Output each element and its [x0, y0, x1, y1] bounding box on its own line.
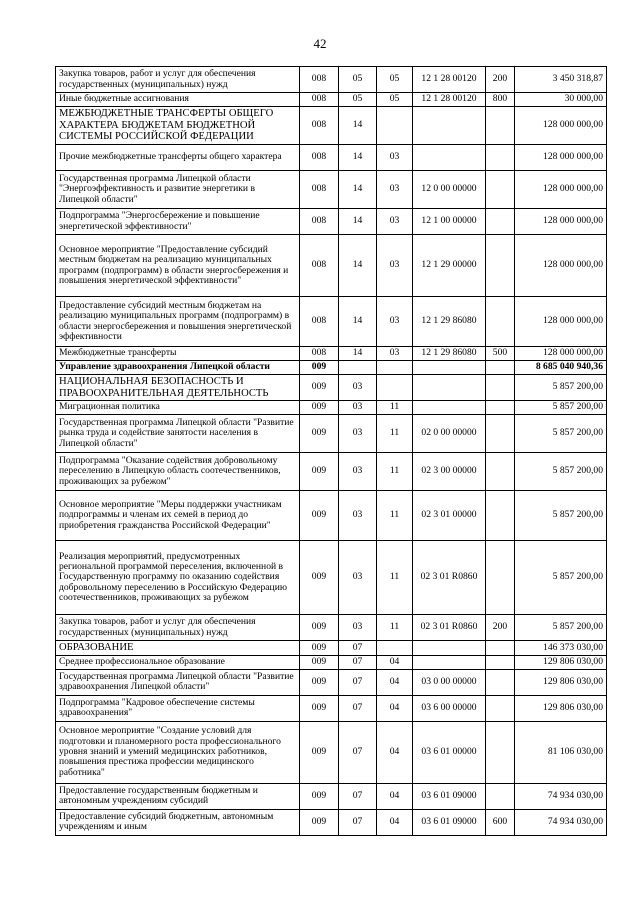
row-name: Подпрограмма "Кадровое обеспечение системы здравоохранения" [56, 695, 300, 721]
section-code: 14 [339, 297, 377, 347]
amount: 5 857 200,00 [515, 453, 607, 491]
amount: 8 685 040 940,36 [515, 361, 607, 375]
section-code: 07 [339, 669, 377, 695]
table-row [56, 641, 607, 656]
expense-type-code [486, 297, 515, 347]
amount: 5 857 200,00 [515, 375, 607, 401]
table-row [56, 541, 607, 615]
row-name: Предоставление государственным бюджетным и автономным учреждениям субсидий [56, 783, 300, 809]
ved-code: 009 [300, 541, 339, 615]
expense-type-code [486, 541, 515, 615]
amount: 30 000,00 [515, 93, 607, 107]
subsection-code: 03 [377, 209, 413, 235]
section-code [339, 361, 377, 375]
ved-code: 009 [300, 721, 339, 783]
section-code: 07 [339, 783, 377, 809]
amount: 129 806 030,00 [515, 655, 607, 669]
expense-type-code [486, 145, 515, 171]
row-name: НАЦИОНАЛЬНАЯ БЕЗОПАСНОСТЬ И ПРАВООХРАНИТЕЛЬНАЯ ДЕЯТЕЛЬНОСТЬ [56, 375, 300, 401]
amount: 5 857 200,00 [515, 491, 607, 541]
table-body [56, 67, 607, 836]
table-row [56, 347, 607, 361]
section-code: 03 [339, 615, 377, 641]
row-name: Межбюджетные трансферты [56, 347, 300, 361]
ved-code: 009 [300, 695, 339, 721]
section-code: 14 [339, 347, 377, 361]
ved-code: 008 [300, 209, 339, 235]
row-name: Миграционная политика [56, 401, 300, 415]
subsection-code [377, 641, 413, 656]
section-code: 05 [339, 93, 377, 107]
row-name: Основное мероприятие "Предоставление субсидий местным бюджетам на реализацию муниципальных программ (подпрограмм) в области энергосбережения и повышения энергетической эффективности" [56, 235, 300, 297]
subsection-code: 03 [377, 235, 413, 297]
table-row [56, 783, 607, 809]
ved-code: 009 [300, 641, 339, 656]
target-article-code [413, 641, 486, 656]
expense-type-code [486, 235, 515, 297]
row-name: МЕЖБЮДЖЕТНЫЕ ТРАНСФЕРТЫ ОБЩЕГО ХАРАКТЕРА БЮДЖЕТАМ БЮДЖЕТНОЙ СИСТЕМЫ РОССИЙСКОЙ ФЕДЕРАЦИИ [56, 107, 300, 145]
amount: 5 857 200,00 [515, 401, 607, 415]
section-code: 03 [339, 491, 377, 541]
row-name: Иные бюджетные ассигнования [56, 93, 300, 107]
table-row [56, 361, 607, 375]
subsection-code: 04 [377, 783, 413, 809]
ved-code: 008 [300, 235, 339, 297]
table-row [56, 107, 607, 145]
subsection-code: 03 [377, 297, 413, 347]
amount: 81 106 030,00 [515, 721, 607, 783]
subsection-code: 05 [377, 93, 413, 107]
subsection-code [377, 361, 413, 375]
ved-code: 008 [300, 67, 339, 93]
budget-table [55, 66, 607, 836]
subsection-code: 11 [377, 401, 413, 415]
row-name: Государственная программа Липецкой области "Развитие рынка труда и содействие занятости населения в Липецкой области" [56, 415, 300, 453]
table-row [56, 453, 607, 491]
amount: 74 934 030,00 [515, 783, 607, 809]
row-name: Основное мероприятие "Меры поддержки участникам подпрограммы и членам их семей в период до приобретения гражданства Российской Федерации" [56, 491, 300, 541]
expense-type-code [486, 669, 515, 695]
target-article-code: 02 3 00 00000 [413, 453, 486, 491]
table-row [56, 809, 607, 835]
section-code: 14 [339, 107, 377, 145]
target-article-code: 03 6 01 00000 [413, 721, 486, 783]
target-article-code: 03 6 01 09000 [413, 783, 486, 809]
subsection-code: 04 [377, 695, 413, 721]
target-article-code [413, 107, 486, 145]
amount: 3 450 318,87 [515, 67, 607, 93]
row-name: Среднее профессиональное образование [56, 655, 300, 669]
table-row [56, 209, 607, 235]
table-row [56, 235, 607, 297]
page-number: 42 [313, 36, 327, 51]
ved-code: 008 [300, 171, 339, 209]
subsection-code: 03 [377, 347, 413, 361]
expense-type-code [486, 361, 515, 375]
row-name: Прочие межбюджетные трансферты общего характера [56, 145, 300, 171]
row-name: Подпрограмма "Энергосбережение и повышение энергетической эффективности" [56, 209, 300, 235]
expense-type-code [486, 415, 515, 453]
row-name: ОБРАЗОВАНИЕ [56, 641, 300, 656]
table-row [56, 93, 607, 107]
ved-code: 009 [300, 453, 339, 491]
subsection-code [377, 375, 413, 401]
target-article-code: 02 3 01 00000 [413, 491, 486, 541]
expense-type-code [486, 641, 515, 656]
table-row [56, 721, 607, 783]
target-article-code: 12 1 28 00120 [413, 67, 486, 93]
target-article-code: 12 1 29 86080 [413, 297, 486, 347]
section-code: 05 [339, 67, 377, 93]
expense-type-code [486, 375, 515, 401]
amount: 128 000 000,00 [515, 107, 607, 145]
ved-code: 008 [300, 145, 339, 171]
expense-type-code [486, 107, 515, 145]
section-code: 03 [339, 401, 377, 415]
ved-code: 009 [300, 809, 339, 835]
ved-code: 009 [300, 361, 339, 375]
subsection-code: 04 [377, 721, 413, 783]
expense-type-code: 200 [486, 67, 515, 93]
expense-type-code [486, 721, 515, 783]
target-article-code: 03 6 00 00000 [413, 695, 486, 721]
ved-code: 008 [300, 297, 339, 347]
ved-code: 008 [300, 93, 339, 107]
subsection-code: 11 [377, 615, 413, 641]
expense-type-code: 200 [486, 615, 515, 641]
amount: 129 806 030,00 [515, 669, 607, 695]
target-article-code: 12 1 00 00000 [413, 209, 486, 235]
section-code: 14 [339, 209, 377, 235]
target-article-code: 03 6 01 09000 [413, 809, 486, 835]
ved-code: 009 [300, 375, 339, 401]
row-name: Предоставление субсидий местным бюджетам на реализацию муниципальных программ (подпрограмм) в области энергосбережения и повышения энергетической эффективности [56, 297, 300, 347]
expense-type-code [486, 655, 515, 669]
expense-type-code: 600 [486, 809, 515, 835]
table-row [56, 401, 607, 415]
target-article-code: 03 0 00 00000 [413, 669, 486, 695]
row-name: Основное мероприятие "Создание условий для подготовки и планомерного роста профессионального уровня знаний и умений медицинских работников, повышения престижа профессии медицинского работника" [56, 721, 300, 783]
table-row [56, 171, 607, 209]
target-article-code: 12 1 29 86080 [413, 347, 486, 361]
amount: 146 373 030,00 [515, 641, 607, 656]
ved-code: 009 [300, 491, 339, 541]
target-article-code [413, 655, 486, 669]
section-code: 03 [339, 453, 377, 491]
amount: 5 857 200,00 [515, 615, 607, 641]
ved-code: 009 [300, 615, 339, 641]
amount: 128 000 000,00 [515, 145, 607, 171]
ved-code: 009 [300, 401, 339, 415]
row-name: Подпрограмма "Оказание содействия добровольному переселению в Липецкую область соотечественников, проживающих за рубежом" [56, 453, 300, 491]
amount: 128 000 000,00 [515, 297, 607, 347]
subsection-code: 04 [377, 809, 413, 835]
expense-type-code [486, 783, 515, 809]
expense-type-code: 500 [486, 347, 515, 361]
amount: 128 000 000,00 [515, 347, 607, 361]
ved-code: 009 [300, 655, 339, 669]
section-code: 14 [339, 145, 377, 171]
row-name: Реализация мероприятий, предусмотренных региональной программой переселения, включенной в Государственную программу по оказанию содействия добровольному переселению в Российскую Федерацию соотечественников, проживающих за рубежом [56, 541, 300, 615]
expense-type-code [486, 171, 515, 209]
section-code: 07 [339, 695, 377, 721]
expense-type-code [486, 491, 515, 541]
subsection-code: 11 [377, 453, 413, 491]
table-row [56, 415, 607, 453]
table-row [56, 145, 607, 171]
subsection-code: 03 [377, 171, 413, 209]
target-article-code [413, 375, 486, 401]
target-article-code: 12 1 29 00000 [413, 235, 486, 297]
ved-code: 008 [300, 347, 339, 361]
row-name: Управление здравоохранения Липецкой области [56, 361, 300, 375]
expense-type-code [486, 209, 515, 235]
amount: 5 857 200,00 [515, 541, 607, 615]
section-code: 14 [339, 171, 377, 209]
target-article-code: 02 3 01 R0860 [413, 541, 486, 615]
expense-type-code: 800 [486, 93, 515, 107]
table-row [56, 655, 607, 669]
table-row [56, 615, 607, 641]
subsection-code: 05 [377, 67, 413, 93]
section-code: 03 [339, 415, 377, 453]
target-article-code [413, 401, 486, 415]
subsection-code: 11 [377, 541, 413, 615]
amount: 128 000 000,00 [515, 209, 607, 235]
table-row [56, 491, 607, 541]
row-name: Предоставление субсидий бюджетным, автономным учреждениям и иным [56, 809, 300, 835]
expense-type-code [486, 453, 515, 491]
ved-code: 009 [300, 669, 339, 695]
target-article-code [413, 361, 486, 375]
section-code: 03 [339, 375, 377, 401]
amount: 129 806 030,00 [515, 695, 607, 721]
target-article-code [413, 145, 486, 171]
subsection-code: 04 [377, 655, 413, 669]
table-row [56, 375, 607, 401]
section-code: 07 [339, 809, 377, 835]
section-code: 07 [339, 721, 377, 783]
table-row [56, 669, 607, 695]
target-article-code: 02 3 01 R0860 [413, 615, 486, 641]
amount: 128 000 000,00 [515, 171, 607, 209]
amount: 128 000 000,00 [515, 235, 607, 297]
amount: 5 857 200,00 [515, 415, 607, 453]
target-article-code: 12 1 28 00120 [413, 93, 486, 107]
expense-type-code [486, 401, 515, 415]
subsection-code [377, 107, 413, 145]
subsection-code: 04 [377, 669, 413, 695]
table-row [56, 297, 607, 347]
ved-code: 008 [300, 107, 339, 145]
section-code: 07 [339, 655, 377, 669]
expense-type-code [486, 695, 515, 721]
row-name: Государственная программа Липецкой области "Развитие здравоохранения Липецкой области" [56, 669, 300, 695]
target-article-code: 02 0 00 00000 [413, 415, 486, 453]
row-name: Государственная программа Липецкой области "Энергоэффективность и развитие энергетики в Липецкой области" [56, 171, 300, 209]
table-row [56, 67, 607, 93]
ved-code: 009 [300, 415, 339, 453]
subsection-code: 03 [377, 145, 413, 171]
section-code: 07 [339, 641, 377, 656]
row-name: Закупка товаров, работ и услуг для обеспечения государственных (муниципальных) нужд [56, 615, 300, 641]
subsection-code: 11 [377, 415, 413, 453]
table-row [56, 695, 607, 721]
section-code: 14 [339, 235, 377, 297]
subsection-code: 11 [377, 491, 413, 541]
section-code: 03 [339, 541, 377, 615]
ved-code: 009 [300, 783, 339, 809]
target-article-code: 12 0 00 00000 [413, 171, 486, 209]
amount: 74 934 030,00 [515, 809, 607, 835]
row-name: Закупка товаров, работ и услуг для обеспечения государственных (муниципальных) нужд [56, 67, 300, 93]
